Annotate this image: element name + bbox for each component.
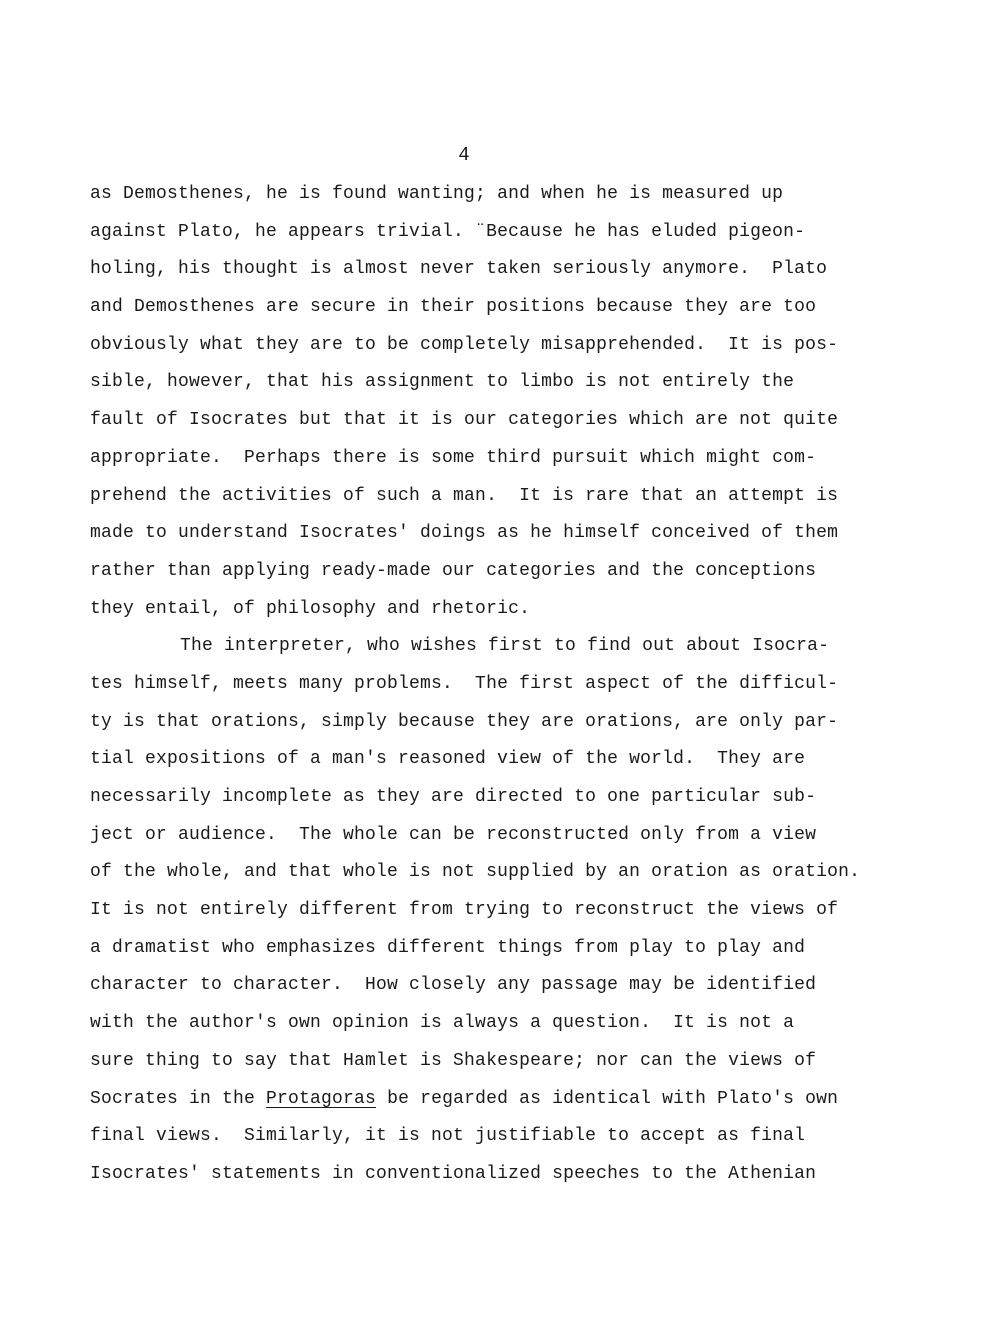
- text-line: Isocrates' statements in conventionalized speeches to the Athenian: [90, 1163, 817, 1184]
- text-line: with the author's own opinion is always a question. It is not a: [90, 1013, 795, 1034]
- text-line: ty is that orations, simply because they are orations, are only par-: [90, 711, 839, 732]
- text-line: appropriate. Perhaps there is some third pursuit which might com-: [90, 447, 817, 468]
- text-line: of the whole, and that whole is not supplied by an oration as oration.: [90, 862, 861, 883]
- underlined-title-protagoras: Protagoras: [266, 1088, 377, 1109]
- text-line: sure thing to say that Hamlet is Shakespeare; nor can the views of: [90, 1050, 817, 1071]
- text-line: and Demosthenes are secure in their positions because they are too: [90, 297, 817, 318]
- text-line: It is not entirely different from trying to reconstruct the views of: [90, 900, 839, 921]
- text-line: final views. Similarly, it is not justifiable to accept as final: [90, 1126, 806, 1147]
- text-line: a dramatist who emphasizes different things from play to play and: [90, 937, 806, 958]
- text-line: made to understand Isocrates' doings as he himself conceived of them: [90, 523, 839, 544]
- text-line: ject or audience. The whole can be reconstructed only from a view: [90, 824, 817, 845]
- text-line: holing, his thought is almost never taken seriously anymore. Plato: [90, 259, 828, 280]
- text-line: tial expositions of a man's reasoned view of the world. They are: [90, 749, 806, 770]
- text-line: against Plato, he appears trivial. ¨Because he has eluded pigeon-: [90, 221, 806, 242]
- body-text: [90, 176, 910, 1194]
- text-line: prehend the activities of such a man. It is rare that an attempt is: [90, 485, 839, 506]
- text-segment: be regarded as identical with Plato's own: [376, 1088, 839, 1109]
- page-number: 4: [458, 144, 470, 166]
- text-line: fault of Isocrates but that it is our categories which are not quite: [90, 410, 839, 431]
- paragraph-start-line: The interpreter, who wishes first to find out about Isocra-: [180, 636, 830, 657]
- text-line: obviously what they are to be completely misapprehended. It is pos-: [90, 334, 839, 355]
- text-line: character to character. How closely any passage may be identified: [90, 975, 817, 996]
- text-line-protagoras: [90, 1081, 910, 1119]
- text-line: tes himself, meets many problems. The first aspect of the difficul-: [90, 673, 839, 694]
- text-line: rather than applying ready-made our categories and the conceptions: [90, 560, 817, 581]
- text-line: as Demosthenes, he is found wanting; and when he is measured up: [90, 184, 784, 204]
- text-line: necessarily incomplete as they are directed to one particular sub-: [90, 787, 817, 807]
- text-line: they entail, of philosophy and rhetoric.: [90, 598, 531, 619]
- text-segment: Socrates in the: [90, 1088, 267, 1109]
- text-line: sible, however, that his assignment to limbo is not entirely the: [90, 372, 795, 393]
